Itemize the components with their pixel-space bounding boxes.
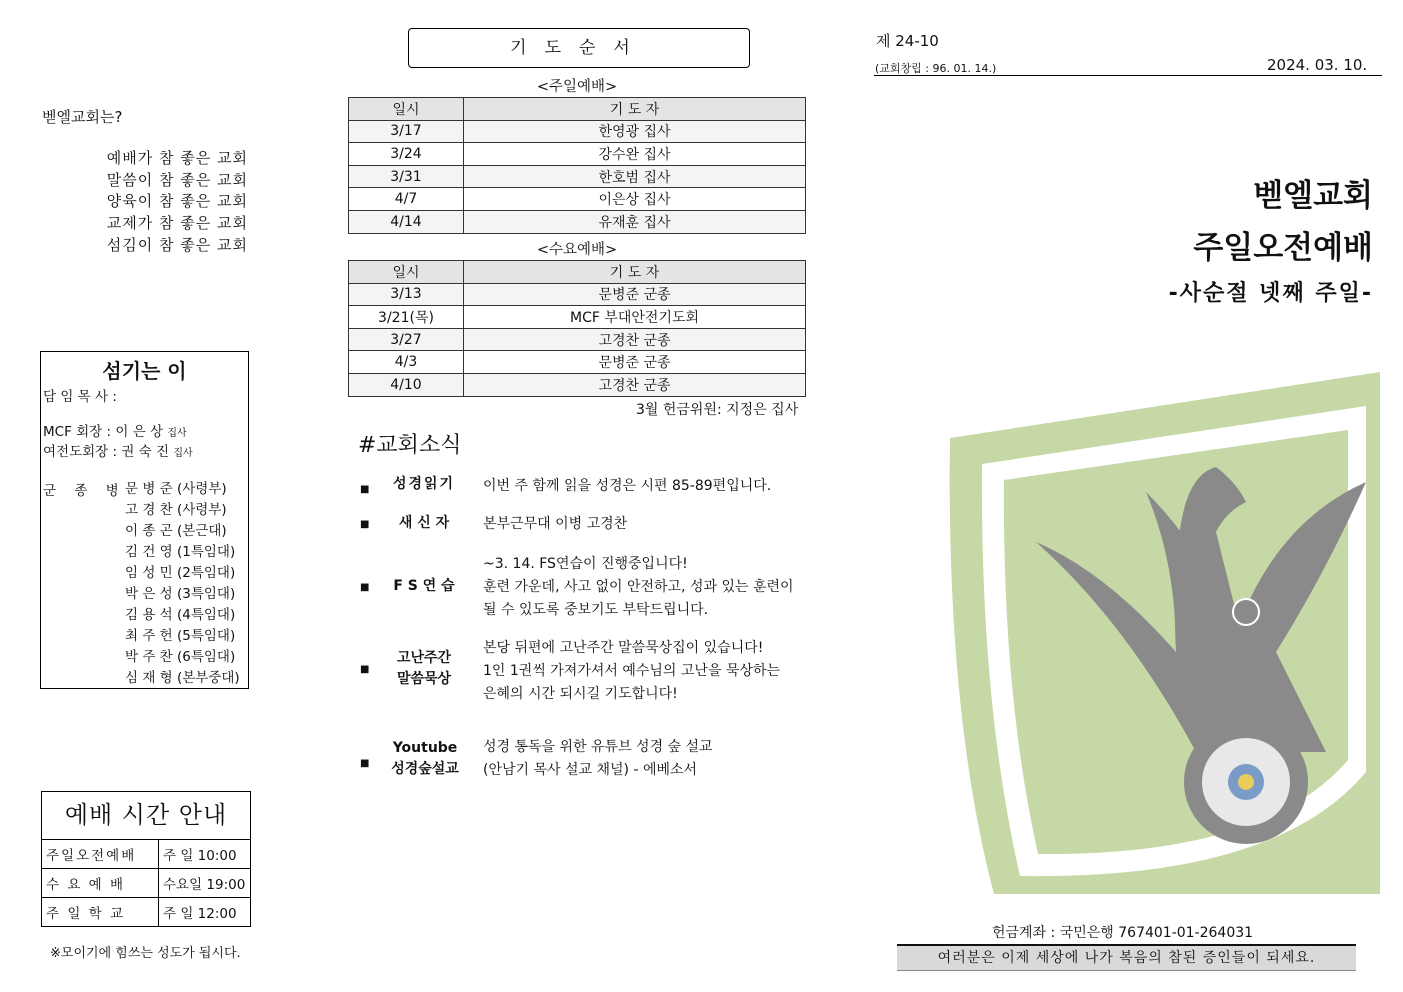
news-text (483, 637, 780, 706)
table-row (349, 165, 806, 188)
person-cell: 한호범 집사 (464, 165, 806, 188)
church-name: 벧엘교회 (1253, 178, 1373, 214)
motto-list (80, 148, 248, 257)
footnote: ※모이기에 힘쓰는 성도가 됩시다. (50, 946, 241, 961)
schedule-name: 수 요 예 배 (42, 869, 159, 898)
bullet-icon: ■ (360, 582, 370, 593)
schedule-table (42, 840, 250, 926)
schedule-name: 주 일 학 교 (42, 898, 159, 927)
soldiers-label: 군 종 병 (43, 483, 126, 499)
table-row (349, 188, 806, 211)
prayer-order-title: 기도순서 (408, 28, 750, 68)
news-title: #교회소식 (358, 433, 462, 458)
soldier-item: 박 은 성 (3특임대) (125, 586, 236, 602)
date-cell: 3/24 (349, 143, 464, 166)
table-row (349, 351, 806, 374)
table-row (42, 898, 250, 927)
table-row (349, 328, 806, 351)
news-label: Youtube 성경숲설교 (391, 740, 459, 777)
soldier-item: 이 종 곤 (본근대) (125, 523, 227, 539)
schedule-time: 주 일 12:00 (159, 898, 251, 927)
table-row (349, 306, 806, 329)
person-cell: 고경찬 군종 (464, 373, 806, 396)
table-row (349, 210, 806, 233)
mcf-name: 이 은 상 (115, 424, 164, 440)
women-name: 권 숙 진 (121, 444, 170, 460)
women-president-row (43, 440, 193, 460)
established-date: (교회창립 : 96. 01. 14.) (875, 62, 997, 75)
bullet-icon: ■ (360, 664, 370, 675)
news-text (483, 475, 771, 498)
motto-item: 말씀이 참 좋은 교회 (106, 170, 248, 189)
bullet-icon: ■ (360, 758, 370, 769)
date-cell: 4/14 (349, 210, 464, 233)
header-rule (874, 75, 1382, 76)
service-name: 주일오전예배 (1193, 230, 1373, 266)
news-label: 성경읽기 (392, 476, 456, 492)
news-line: 1인 1권씩 가져가셔서 예수님의 고난을 묵상하는 (483, 663, 781, 679)
person-cell: 강수완 집사 (464, 143, 806, 166)
soldier-item: 박 주 찬 (6특임대) (125, 649, 236, 665)
news-line: 훈련 가운데, 사고 없이 안전하고, 성과 있는 훈련이 (483, 579, 794, 595)
motto-item: 양육이 참 좋은 교회 (106, 192, 248, 211)
person-cell: 문병준 군종 (464, 283, 806, 306)
date-cell: 3/21(목) (349, 306, 464, 329)
mcf-label: MCF 회장 : (43, 424, 112, 440)
news-text (483, 553, 794, 622)
worship-schedule-box (41, 791, 251, 927)
news-line: 본당 뒤편에 고난주간 말씀묵상집이 있습니다! (483, 640, 764, 656)
col-person-header: 기 도 자 (464, 261, 806, 284)
issue-number: 제 24-10 (876, 32, 939, 50)
person-cell: 유재훈 집사 (464, 210, 806, 233)
col-date-header: 일시 (349, 261, 464, 284)
table-row (42, 869, 250, 898)
news-label: 새 신 자 (398, 515, 450, 531)
table-row (42, 840, 250, 869)
table-row (349, 373, 806, 396)
col-person-header: 기 도 자 (464, 98, 806, 121)
news-line: 은혜의 시간 되시길 기도합니다! (483, 686, 678, 702)
bulletin-date: 2024. 03. 10. (1267, 56, 1368, 74)
date-cell: 4/3 (349, 351, 464, 374)
mcf-title: 집사 (167, 428, 187, 439)
news-line: 성경 통독을 위한 유튜브 성경 숲 설교 (483, 739, 713, 755)
table-row (349, 120, 806, 143)
women-title: 집사 (173, 448, 193, 459)
schedule-time: 수요일 19:00 (159, 869, 251, 898)
table-header-row (349, 98, 806, 121)
col-date-header: 일시 (349, 98, 464, 121)
soldier-item: 김 건 영 (1특임대) (125, 544, 236, 560)
date-cell: 3/31 (349, 165, 464, 188)
person-cell: MCF 부대안전기도회 (464, 306, 806, 329)
schedule-time: 주 일 10:00 (163, 848, 237, 864)
schedule-name: 주일오전예배 (42, 840, 159, 869)
news-line: 될 수 있도록 중보기도 부탁드립니다. (483, 602, 709, 618)
person-cell: 이은상 집사 (464, 188, 806, 211)
news-text (483, 513, 627, 536)
mcf-president-row (43, 420, 187, 440)
soldier-item: 심 재 형 (본부중대) (125, 670, 240, 686)
bullet-icon: ■ (360, 519, 370, 530)
soldier-item: 문 병 준 (사령부) (125, 481, 227, 497)
wednesday-heading: <수요예배> (536, 242, 618, 258)
news-label: F S 연 습 (393, 578, 455, 594)
news-line: (안남기 목사 설교 채널) - 에베소서 (483, 762, 698, 778)
offering-account: 헌금계좌 : 국민은행 767401-01-264031 (992, 925, 1254, 941)
news-line: 이번 주 함께 읽을 성경은 시편 85-89편입니다. (483, 478, 772, 494)
motto-item: 예배가 참 좋은 교회 (106, 149, 248, 167)
date-cell: 3/27 (349, 328, 464, 351)
phoenix-emblem-icon (946, 372, 1382, 894)
soldier-item: 고 경 찬 (사령부) (125, 502, 227, 518)
soldier-item: 김 용 석 (4특임대) (125, 607, 236, 623)
table-row (349, 143, 806, 166)
date-cell: 3/17 (349, 120, 464, 143)
soldier-item: 최 주 헌 (5특임대) (125, 628, 236, 644)
bullet-icon: ■ (360, 484, 370, 495)
person-cell: 고경찬 군종 (464, 328, 806, 351)
date-cell: 4/7 (349, 188, 464, 211)
motto-item: 교제가 참 좋은 교회 (106, 214, 248, 233)
intro-question: 벧엘교회는? (42, 108, 123, 126)
soldier-item: 임 성 민 (2특임대) (125, 565, 236, 581)
sunday-prayer-table (348, 97, 806, 234)
women-label: 여전도회장 : (43, 444, 118, 460)
table-row (349, 283, 806, 306)
person-cell: 문병준 군종 (464, 351, 806, 374)
motto-item: 섬김이 참 좋은 교회 (106, 235, 248, 254)
date-cell: 4/10 (349, 373, 464, 396)
news-text (483, 736, 713, 782)
verse-banner: 여러분은 이제 세상에 나가 복음의 참된 증인들이 되세요. (897, 944, 1356, 971)
pastor-label: 담 임 목 사 : (43, 389, 117, 405)
date-cell: 3/13 (349, 283, 464, 306)
sunday-heading: <주일예배> (536, 79, 618, 95)
person-cell: 한영광 집사 (464, 120, 806, 143)
sunday-name: -사순절 넷째 주일- (1168, 281, 1373, 306)
table-header-row (349, 261, 806, 284)
news-label: 고난주간 말씀묵상 (396, 650, 452, 687)
news-line: ~3. 14. FS연습이 진행중입니다! (483, 556, 688, 572)
wednesday-prayer-table (348, 260, 806, 397)
offering-committee: 3월 헌금위원: 지정은 집사 (636, 402, 799, 418)
news-line: 본부근무대 이병 고경찬 (483, 516, 628, 532)
soldiers-list (125, 479, 240, 689)
servers-title: 섬기는 이 (102, 359, 187, 383)
servers-box (40, 351, 249, 689)
schedule-title: 예배 시간 안내 (42, 792, 250, 840)
